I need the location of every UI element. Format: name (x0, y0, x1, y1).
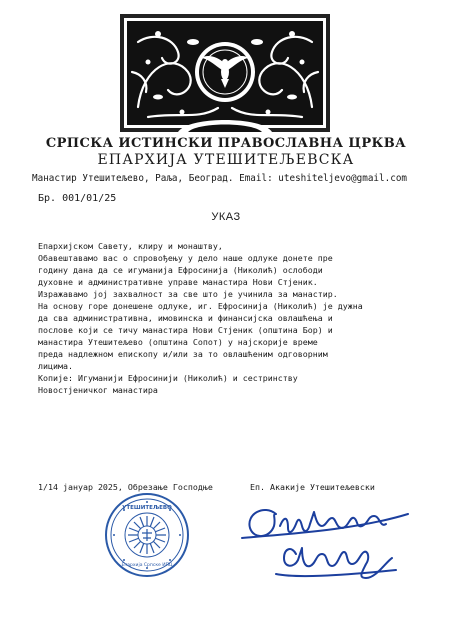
body-line: духовне и административне управе манастира Нови Стјеник. (38, 277, 318, 287)
body-line: Новостјеничког манастира (38, 385, 158, 395)
seal-ring-text: Епархија Српске ИПЦ (121, 563, 173, 568)
ornament-header-icon (118, 12, 332, 134)
body-line: манастира Утешитељево (општина Сопот) у најскорије време (38, 337, 318, 347)
body-line: послове који се тичу манастира Нови Стјеник (општина Бор) и (38, 325, 333, 335)
body-line: Епархијском Савету, клиру и монаштву, (38, 241, 223, 251)
document-body (38, 240, 438, 396)
document-number: Бр. 001/01/25 (38, 193, 117, 204)
body-line: Изражавамо јој захвалност за све што је учинила за манастир. (38, 289, 338, 299)
address-line: Манастир Утешитељево, Раља, Београд. Email: uteshiteljevo@gmail.com (32, 173, 408, 184)
body-line: лицима. (38, 361, 73, 371)
handwritten-signature-icon (236, 494, 416, 586)
church-name: СРПСКА ИСТИНСКИ ПРАВОСЛАВНА ЦРКВА (45, 136, 407, 151)
bishop-name: Еп. Акакије Утешитељевски (250, 482, 375, 492)
body-line: На основу горе донешене одлуке, иг. Ефросинија (Николић) је дужна (38, 301, 363, 311)
body-line: годину дана да се игуманија Ефросинија (Николић) ослободи (38, 265, 323, 275)
body-line: преда надлежном епископу и/или за то овлашћеним одговорним (38, 349, 328, 359)
body-line: Обавештавамо вас о спровођењу у дело наше одлуке донете пре (38, 253, 333, 263)
document-title: УКАЗ (211, 211, 241, 223)
document-date: 1/14 јануар 2025, Обрезање Господње (38, 482, 213, 492)
body-line: Копије: Игуманији Ефросинији (Николић) и сестринству (38, 373, 298, 383)
eparchy-name: ЕПАРХИЈА УТЕШИТЕЉЕВСКА (97, 152, 355, 168)
seal-top-text: УТЕШИТЕЉЕВО (122, 505, 172, 511)
body-line: да сва административна, имовинска и финансијска овлашћења и (38, 313, 333, 323)
round-blue-seal-icon (104, 492, 190, 578)
